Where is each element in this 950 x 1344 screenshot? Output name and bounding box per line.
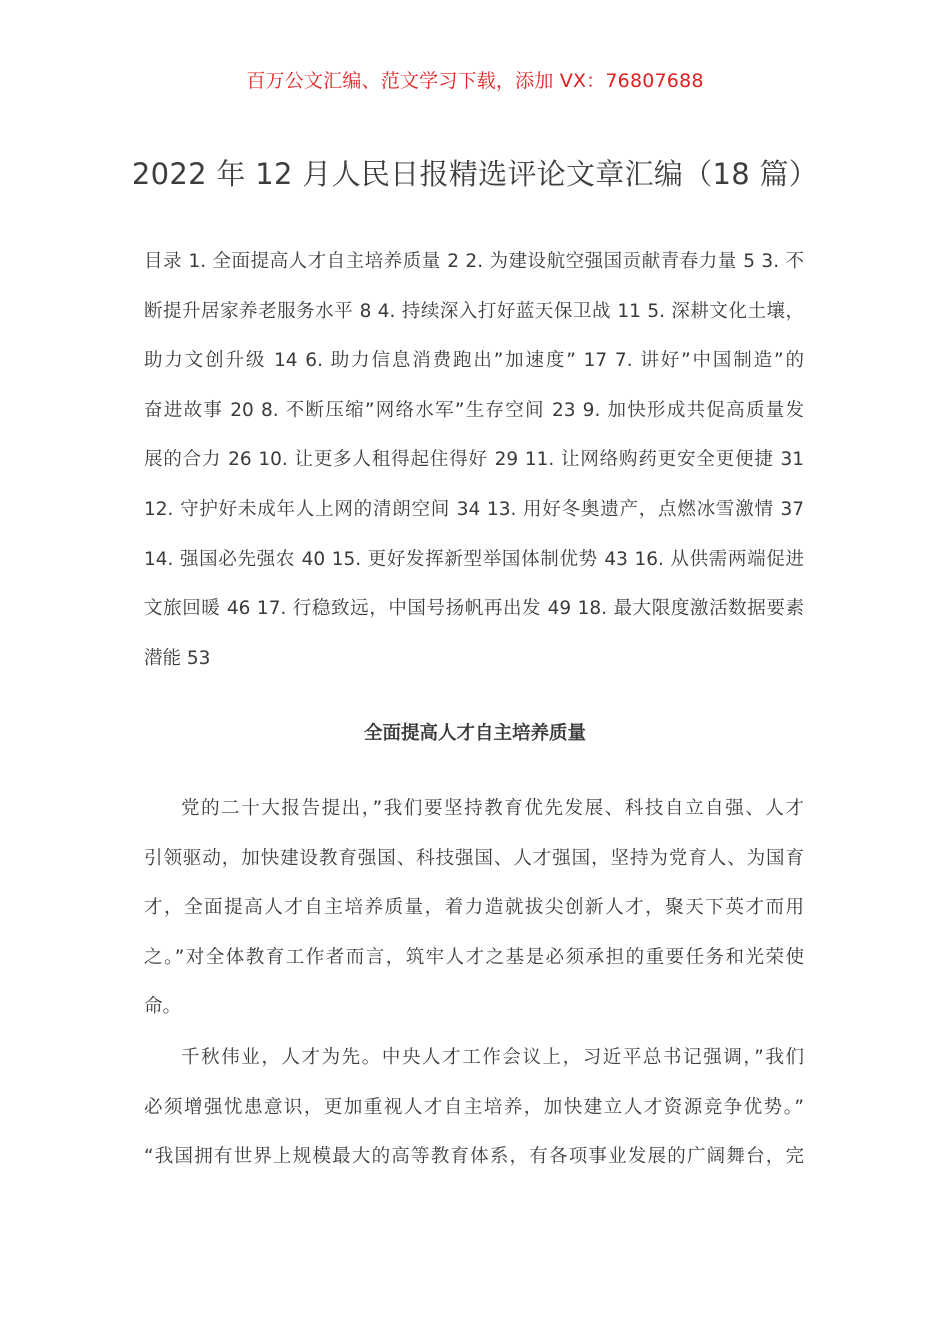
paragraph (144, 1033, 804, 1182)
paragraph-line: 才，全面提高人才自主培养质量，着力造就拔尖创新人才，聚天下英才而用 (144, 897, 804, 919)
toc-line: 文旅回暖 46 17. 行稳致远，中国号扬帆再出发 49 18. 最大限度激活数据要素 (144, 598, 804, 620)
toc-line: 助力文创升级 14 6. 助力信息消费跑出”加速度” 17 7. 讲好”中国制造”的 (144, 350, 804, 372)
paragraph-line: 党的二十大报告提出，”我们要坚持教育优先发展、科技自立自强、人才 (181, 798, 804, 819)
paragraph-line: “我国拥有世界上规模最大的高等教育体系，有各项事业发展的广阔舞台，完 (144, 1146, 804, 1168)
toc-line: 奋进故事 20 8. 不断压缩”网络水军”生存空间 23 9. 加快形成共促高质量发 (144, 399, 804, 421)
paragraph-line: 之。”对全体教育工作者而言，筑牢人才之基是必须承担的重要任务和光荣使 (144, 946, 804, 968)
toc-line: 目录 1. 全面提高人才自主培养质量 2 2. 为建设航空强国贡献青春力量 5 3. 不 (144, 251, 804, 272)
toc-line: 断提升居家养老服务水平 8 4. 持续深入打好蓝天保卫战 11 5. 深耕文化土壤， (144, 300, 804, 322)
toc-line: 潜能 53 (144, 647, 211, 669)
paragraph (144, 784, 804, 1032)
paragraph-line: 必须增强忧患意识，更加重视人才自主培养，加快建立人才资源竞争优势。” (144, 1096, 804, 1118)
table-of-contents (144, 237, 804, 683)
section-heading: 全面提高人才自主培养质量 (363, 723, 586, 744)
paragraph-line: 命。 (144, 996, 182, 1018)
toc-line: 展的合力 26 10. 让更多人租得起住得好 29 11. 让网络购药更安全更便捷 31 (144, 449, 804, 471)
promo-banner: 百万公文汇编、范文学习下载，添加 VX：76807688 (246, 70, 704, 92)
toc-line: 14. 强国必先强农 40 15. 更好发挥新型举国体制优势 43 16. 从供需两端促进 (144, 548, 804, 570)
document-title: 2022 年 12 月人民日报精选评论文章汇编（18 篇） (131, 157, 819, 191)
paragraph-line: 引领驱动，加快建设教育强国、科技强国、人才强国，坚持为党育人、为国育 (144, 847, 804, 869)
paragraph-line: 千秋伟业，人才为先。中央人才工作会议上，习近平总书记强调，”我们 (181, 1047, 804, 1068)
toc-line: 12. 守护好未成年人上网的清朗空间 34 13. 用好冬奥遗产，点燃冰雪激情 37 (144, 498, 804, 520)
